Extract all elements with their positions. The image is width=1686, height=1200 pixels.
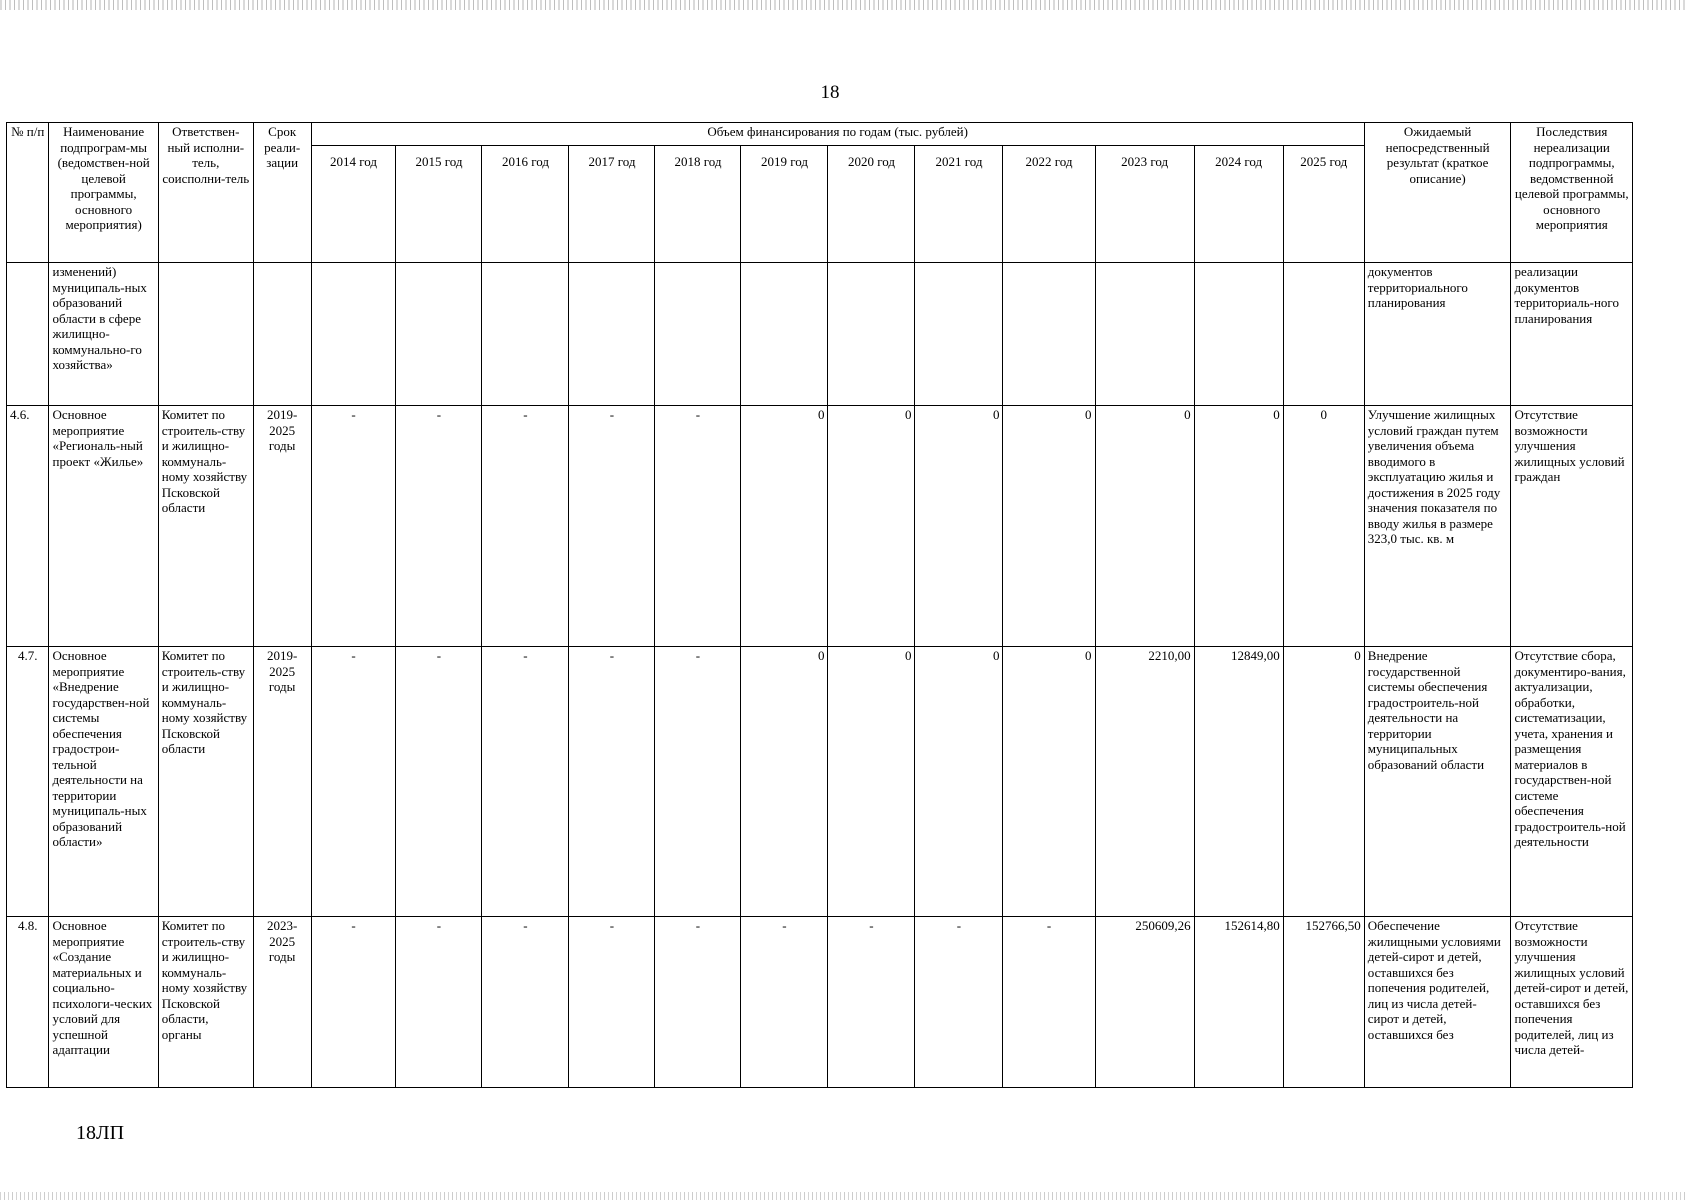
row-value: 0 [828,406,915,647]
row-value: - [311,647,396,917]
row-result: Обеспечение жилищными условиями детей-сирот и детей, оставшихся без попечения родителей, лиц из числа детей-сирот и детей, оставшихся без [1364,917,1511,1088]
row-value: 250609,26 [1095,917,1194,1088]
row-value: 152614,80 [1194,917,1283,1088]
row-consequences: Отсутствие возможности улучшения жилищных условий граждан [1511,406,1633,647]
row-value [396,263,482,406]
header-year: 2016 год [482,146,569,263]
row-value: 0 [1194,406,1283,647]
header-year: 2025 год [1283,146,1364,263]
row-value [311,263,396,406]
header-funding: Объем финансирования по годам (тыс. рублей) [311,123,1364,146]
row-value [828,263,915,406]
row-value: 0 [1003,647,1095,917]
row-result: Внедрение государственной системы обеспечения градостроитель-ной деятельности на территории муниципальных образований области [1364,647,1511,917]
table-row [7,647,1633,917]
scan-edge-top [0,0,1686,10]
row-value: - [915,917,1003,1088]
table-row [7,406,1633,647]
funding-table [6,122,1633,1088]
row-value: 0 [828,647,915,917]
row-value: - [569,647,655,917]
row-value: 0 [741,406,828,647]
row-value [569,263,655,406]
row-value: - [569,406,655,647]
row-name: Основное мероприятие «Создание материальных и социально-психологи-ческих условий для успешной адаптации [49,917,158,1088]
row-value: 0 [1283,406,1364,647]
row-term: 2019-2025 годы [253,406,311,647]
row-value [482,263,569,406]
row-value: - [482,917,569,1088]
row-term: 2023-2025 годы [253,917,311,1088]
row-value: 0 [1283,647,1364,917]
row-result: Улучшение жилищных условий граждан путем увеличения объема вводимого в эксплуатацию жилья и достижения в 2025 году значения показателя по вводу жилья в размере 323,0 тыс. кв. м [1364,406,1511,647]
row-name: изменений) муниципаль-ных образований области в сфере жилищно-коммунально-го хозяйства» [49,263,158,406]
row-value: - [655,406,741,647]
header-term: Срок реали-зации [253,123,311,263]
row-term: 2019-2025 годы [253,647,311,917]
header-responsible: Ответствен-ный исполни-тель, соисполни-тель [158,123,253,263]
header-year: 2024 год [1194,146,1283,263]
header-year: 2015 год [396,146,482,263]
header-consequences: Последствия нереализации подпрограммы, ведомственной целевой программы, основного мероприятия [1511,123,1633,263]
row-value: 2210,00 [1095,647,1194,917]
row-value: - [396,647,482,917]
row-value: 12849,00 [1194,647,1283,917]
row-value [655,263,741,406]
row-value: 0 [741,647,828,917]
row-value: 0 [1003,406,1095,647]
header-year: 2014 год [311,146,396,263]
row-value [741,263,828,406]
row-value: 0 [915,406,1003,647]
row-num: 4.8. [7,917,49,1088]
header-year: 2021 год [915,146,1003,263]
row-value: - [311,406,396,647]
row-value [1003,263,1095,406]
header-num: № п/п [7,123,49,263]
row-value: - [311,917,396,1088]
row-value: 152766,50 [1283,917,1364,1088]
row-num [7,263,49,406]
scan-edge-bottom [0,1192,1686,1200]
row-value: 0 [1095,406,1194,647]
row-value [1283,263,1364,406]
row-value: - [655,647,741,917]
footer-code: 18ЛП [76,1122,125,1144]
row-value: - [396,406,482,647]
table-row [7,263,1633,406]
header-row [7,123,1633,146]
row-consequences: Отсутствие возможности улучшения жилищных условий детей-сирот и детей, оставшихся без попечения родителей, лиц из числа детей- [1511,917,1633,1088]
row-value: - [741,917,828,1088]
header-year: 2017 год [569,146,655,263]
row-value: - [482,647,569,917]
row-value: - [482,406,569,647]
row-value [1095,263,1194,406]
table-row [7,917,1633,1088]
header-year: 2020 год [828,146,915,263]
page-number: 18 [820,82,840,103]
row-term [253,263,311,406]
row-value: - [569,917,655,1088]
row-num: 4.7. [7,647,49,917]
row-value: - [396,917,482,1088]
row-value: - [1003,917,1095,1088]
row-name: Основное мероприятие «Региональ-ный проект «Жилье» [49,406,158,647]
row-responsible: Комитет по строитель-ству и жилищно-коммуналь-ному хозяйству Псковской области [158,647,253,917]
row-responsible [158,263,253,406]
row-num: 4.6. [7,406,49,647]
row-value: 0 [915,647,1003,917]
row-consequences: Отсутствие сбора, документиро-вания, актуализации, обработки, систематизации, учета, хранения и размещения материалов в государствен-ной системе обеспечения градостроитель-ной деятельности [1511,647,1633,917]
header-year: 2018 год [655,146,741,263]
header-name: Наименование подпрограм-мы (ведомствен-ной целевой программы, основного мероприятия) [49,123,158,263]
row-result: документов территориального планирования [1364,263,1511,406]
row-name: Основное мероприятие «Внедрение государствен-ной системы обеспечения градострои-тельной деятельности на территории муниципаль-ных образований области» [49,647,158,917]
row-value: - [828,917,915,1088]
row-responsible: Комитет по строитель-ству и жилищно-коммуналь-ному хозяйству Псковской области, органы [158,917,253,1088]
row-value: - [655,917,741,1088]
row-value [915,263,1003,406]
header-result: Ожидаемый непосредственный результат (краткое описание) [1364,123,1511,263]
header-year: 2023 год [1095,146,1194,263]
header-year: 2022 год [1003,146,1095,263]
header-year: 2019 год [741,146,828,263]
row-value [1194,263,1283,406]
row-consequences: реализации документов территориаль-ного планирования [1511,263,1633,406]
row-responsible: Комитет по строитель-ству и жилищно-коммуналь-ному хозяйству Псковской области [158,406,253,647]
